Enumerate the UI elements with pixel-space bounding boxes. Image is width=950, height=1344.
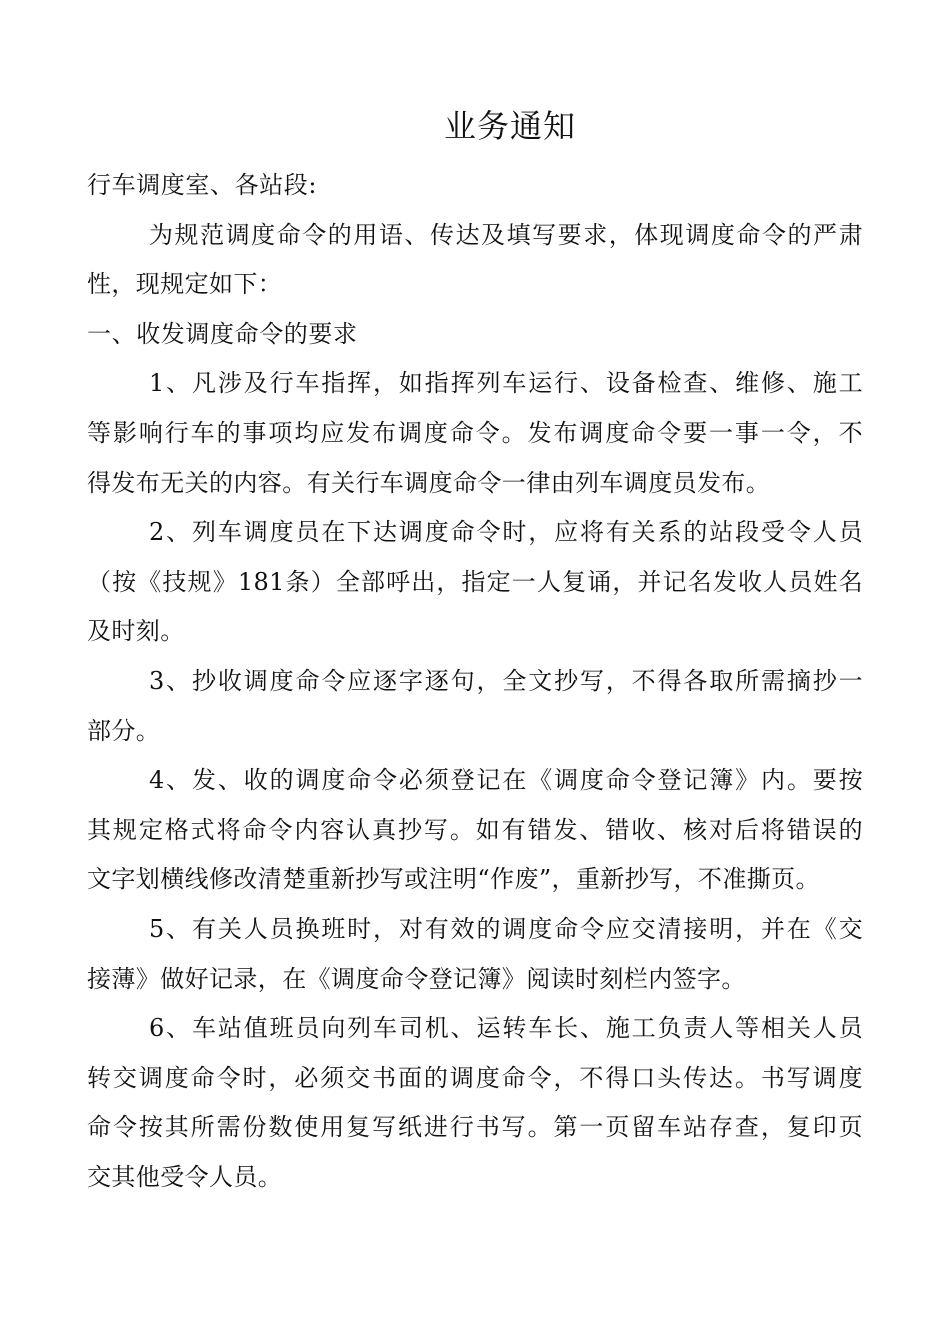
salutation: 行车调度室、各站段: — [87, 171, 318, 199]
rule-item-1 — [87, 359, 863, 508]
rule-item-3 — [87, 657, 863, 756]
paragraph-line: 4、发、收的调度命令必须登记在《调度命令登记簿》内。要按 — [149, 766, 863, 795]
paragraph-line: 转交调度命令时，必须交书面的调度命令，不得口头传达。书写调度 — [87, 1063, 863, 1092]
rule-item-5 — [87, 905, 863, 1004]
intro-paragraph — [87, 211, 863, 310]
paragraph-line: 交其他受令人员。 — [87, 1162, 283, 1191]
section-heading: 一、收发调度命令的要求 — [87, 319, 358, 348]
paragraph-line: 命令按其所需份数使用复写纸进行书写。第一页留车站存查，复印页 — [87, 1113, 863, 1142]
paragraph-line: 其规定格式将命令内容认真抄写。如有错发、错收、核对后将错误的 — [87, 815, 863, 844]
document-body — [87, 161, 863, 1202]
paragraph-line: 1、凡涉及行车指挥，如指挥列车运行、设备检查、维修、施工 — [149, 369, 863, 398]
document-title: 业务通知 — [443, 107, 576, 145]
paragraph-line: 等影响行车的事项均应发布调度命令。发布调度命令要一事一令，不 — [87, 418, 863, 447]
paragraph-line: 文字划横线修改清楚重新抄写或注明“作废”，重新抄写，不准撕页。 — [87, 865, 820, 894]
rule-item-4 — [87, 756, 863, 905]
paragraph-line: 部分。 — [87, 716, 161, 745]
paragraph-line: 及时刻。 — [87, 617, 185, 646]
paragraph-line: 3、抄收调度命令应逐字逐句，全文抄写，不得各取所需摘抄一 — [149, 666, 863, 695]
paragraph-line: 为规范调度命令的用语、传达及填写要求，体现调度命令的严肃 — [149, 220, 863, 249]
paragraph-line: 性，现规定如下： — [87, 270, 283, 299]
paragraph-line: 6、车站值班员向列车司机、运转车长、施工负责人等相关人员 — [149, 1014, 863, 1043]
paragraph-line: 2、列车调度员在下达调度命令时，应将有关系的站段受令人员 — [149, 518, 863, 547]
paragraph-line: 得发布无关的内容。有关行车调度命令一律由列车调度员发布。 — [87, 468, 771, 497]
paragraph-line: 接薄》做好记录，在《调度命令登记簿》阅读时刻栏内签字。 — [87, 964, 746, 993]
paragraph-line: （按《技规》181条）全部呼出，指定一人复诵，并记名发收人员姓名 — [87, 567, 863, 596]
paragraph-line: 5、有关人员换班时，对有效的调度命令应交清接明，并在《交 — [149, 914, 863, 943]
rule-item-6 — [87, 1004, 863, 1202]
rule-item-2 — [87, 508, 863, 657]
